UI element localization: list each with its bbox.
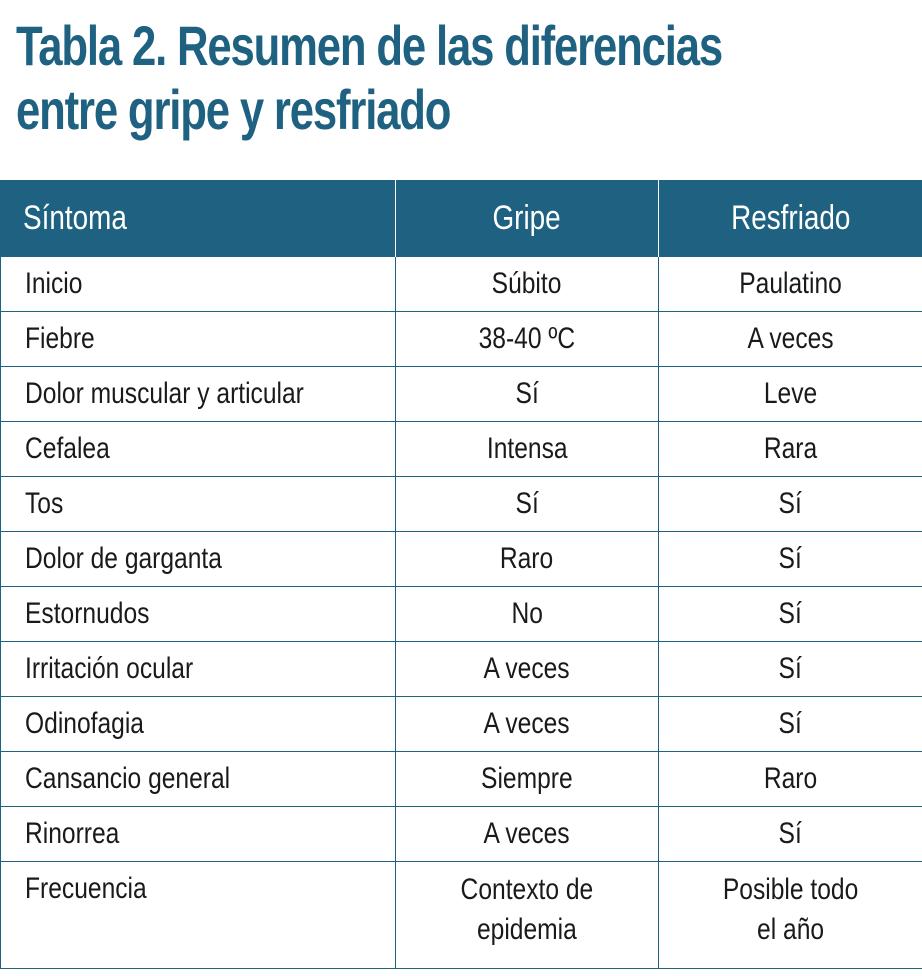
cell-resfriado: Sí xyxy=(659,587,922,642)
cell-symptom: Dolor muscular y articular xyxy=(1,367,396,422)
table-row xyxy=(1,752,922,807)
cell-gripe-line-1: Contexto de xyxy=(460,873,594,906)
table-row xyxy=(1,587,922,642)
title-line-1: Tabla 2. Resumen de las diferencias xyxy=(16,14,722,77)
table-row xyxy=(1,422,922,477)
cell-symptom: Cansancio general xyxy=(1,752,396,807)
table-title xyxy=(16,14,722,142)
cell-symptom: Fiebre xyxy=(1,312,396,367)
cell-symptom: Irritación ocular xyxy=(1,642,396,697)
cell-gripe xyxy=(396,862,659,969)
cell-resfriado: Paulatino xyxy=(659,257,922,312)
cell-resfriado: Sí xyxy=(659,807,922,862)
cell-gripe: A veces xyxy=(396,697,659,752)
table-row xyxy=(1,642,922,697)
comparison-table xyxy=(0,180,922,969)
cell-resfriado: A veces xyxy=(659,312,922,367)
header-sintoma: Síntoma xyxy=(1,180,396,257)
table-header xyxy=(1,180,922,257)
cell-gripe: A veces xyxy=(396,807,659,862)
cell-gripe: Sí xyxy=(396,367,659,422)
title-line-2: entre gripe y resfriado xyxy=(16,78,451,141)
cell-resfriado: Sí xyxy=(659,532,922,587)
table-row xyxy=(1,477,922,532)
cell-gripe: Intensa xyxy=(396,422,659,477)
header-resfriado: Resfriado xyxy=(659,180,922,257)
cell-resfriado: Leve xyxy=(659,367,922,422)
cell-gripe: Siempre xyxy=(396,752,659,807)
header-row xyxy=(1,180,922,257)
cell-resfriado: Sí xyxy=(659,642,922,697)
header-gripe: Gripe xyxy=(396,180,659,257)
table-row xyxy=(1,862,922,969)
cell-symptom: Dolor de garganta xyxy=(1,532,396,587)
cell-resfriado xyxy=(659,862,922,969)
table-row xyxy=(1,367,922,422)
cell-gripe: Súbito xyxy=(396,257,659,312)
cell-gripe: A veces xyxy=(396,642,659,697)
cell-symptom: Estornudos xyxy=(1,587,396,642)
cell-gripe: Raro xyxy=(396,532,659,587)
cell-gripe: 38-40 ºC xyxy=(396,312,659,367)
table-body xyxy=(1,257,922,969)
cell-symptom: Frecuencia xyxy=(1,862,396,969)
cell-resfriado-line-2: el año xyxy=(756,913,825,946)
cell-resfriado: Sí xyxy=(659,697,922,752)
cell-resfriado: Raro xyxy=(659,752,922,807)
cell-resfriado: Sí xyxy=(659,477,922,532)
cell-resfriado-line-1: Posible todo xyxy=(722,873,859,906)
table-row xyxy=(1,697,922,752)
table-row xyxy=(1,807,922,862)
cell-resfriado: Rara xyxy=(659,422,922,477)
cell-gripe: Sí xyxy=(396,477,659,532)
cell-symptom: Odinofagia xyxy=(1,697,396,752)
cell-gripe-line-2: epidemia xyxy=(477,913,577,946)
table-row xyxy=(1,532,922,587)
cell-symptom: Inicio xyxy=(1,257,396,312)
cell-symptom: Cefalea xyxy=(1,422,396,477)
table-row xyxy=(1,312,922,367)
cell-symptom: Rinorrea xyxy=(1,807,396,862)
cell-symptom: Tos xyxy=(1,477,396,532)
cell-gripe: No xyxy=(396,587,659,642)
table-row xyxy=(1,257,922,312)
